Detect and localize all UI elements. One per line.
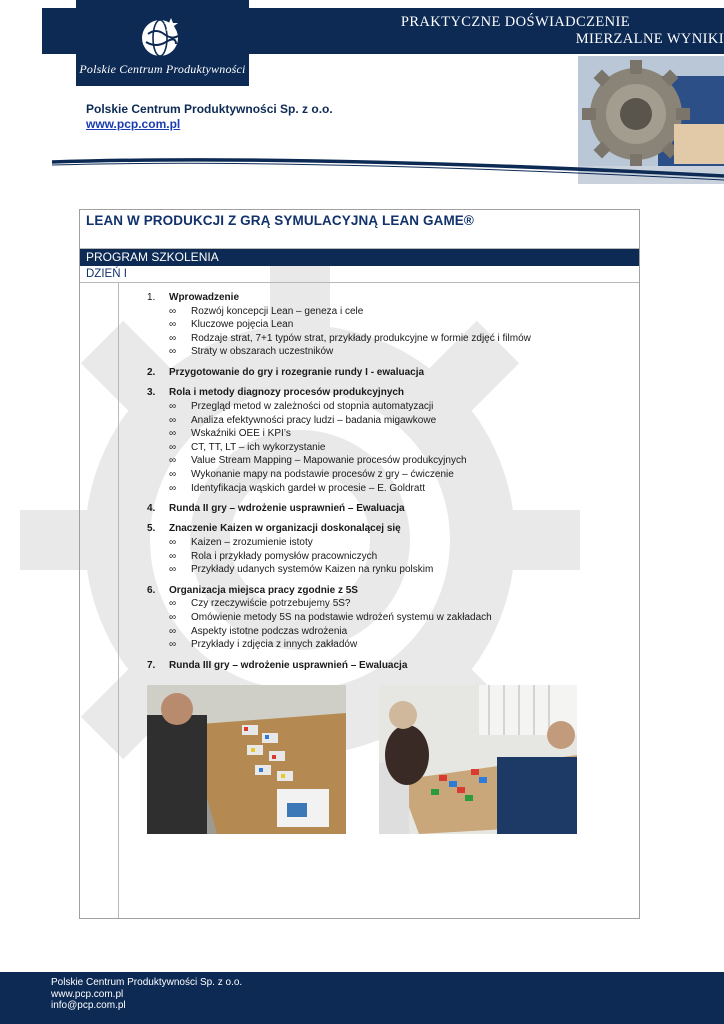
bullet-item: [169, 625, 617, 639]
infinity-bullet-icon: ∞: [169, 400, 177, 412]
footer-email-link[interactable]: info@pcp.com.pl: [51, 1000, 126, 1011]
section-title: Znaczenie Kaizen w organizacji doskonalącej się: [169, 523, 401, 535]
bullet-item: [169, 318, 617, 332]
infinity-bullet-icon: ∞: [169, 455, 177, 467]
training-photo-1-image: [147, 685, 346, 834]
section-number: 1.: [147, 292, 156, 303]
bullet-text: Wykonanie mapy na podstawie procesów z gry – ćwiczenie: [191, 468, 454, 480]
bullet-item: [169, 427, 617, 441]
document-title: LEAN W PRODUKCJI Z GRĄ SYMULACYJNĄ LEAN GAME®: [86, 213, 474, 228]
footer-company-name: Polskie Centrum Produktywności Sp. z o.o.: [51, 977, 243, 988]
tagline-line-2: MIERZALNE WYNIKI: [575, 31, 724, 47]
footer: [0, 972, 724, 1024]
section-bullet-list: [169, 305, 617, 359]
section-number: 4.: [147, 502, 156, 514]
bullet-text: Kluczowe pojęcia Lean: [191, 319, 294, 331]
footer-website-link[interactable]: www.pcp.com.pl: [51, 988, 124, 1000]
section-number: 3.: [147, 387, 156, 399]
program-section: [147, 584, 617, 652]
section-title: Rola i metody diagnozy procesów produkcyjnych: [169, 387, 405, 399]
infinity-bullet-icon: ∞: [169, 332, 177, 344]
infinity-bullet-icon: ∞: [169, 441, 177, 453]
bullet-text: Kaizen – zrozumienie istoty: [191, 537, 313, 549]
infinity-bullet-icon: ∞: [169, 611, 177, 623]
column-divider: [118, 283, 119, 918]
section-number: 7.: [147, 659, 156, 671]
infinity-bullet-icon: ∞: [169, 639, 177, 651]
infinity-bullet-icon: ∞: [169, 598, 177, 610]
infinity-bullet-icon: ∞: [169, 305, 177, 317]
bullet-text: Rola i przykłady pomysłów pracowniczych: [191, 550, 378, 562]
program-section: [147, 502, 617, 516]
bullet-text: Straty w obszarach uczestników: [191, 346, 334, 358]
bullet-text: Wskaźniki OEE i KPI’s: [191, 428, 291, 440]
program-section: [147, 386, 617, 495]
program-section: [147, 659, 617, 673]
bullet-text: Rodzaje strat, 7+1 typów strat, przykłady produkcyjne w formie zdjęć i filmów: [191, 332, 531, 344]
bullet-item: [169, 550, 617, 564]
tagline-line-1: PRAKTYCZNE DOŚWIADCZENIE: [400, 14, 630, 30]
section-number: 2.: [147, 366, 156, 378]
section-bullet-list: [169, 536, 617, 577]
infinity-bullet-icon: ∞: [169, 550, 177, 562]
bullet-text: Przykłady i zdjęcia z innych zakładów: [191, 639, 358, 651]
infinity-bullet-icon: ∞: [169, 468, 177, 480]
bullet-item: [169, 441, 617, 455]
bullet-item: [169, 611, 617, 625]
bullet-item: [169, 332, 617, 346]
section-number: 6.: [147, 584, 156, 596]
bullet-text: Przykłady udanych systemów Kaizen na rynku polskim: [191, 564, 434, 576]
logo-text: Polskie Centrum Produktywności: [79, 62, 246, 76]
section-number: 5.: [147, 523, 156, 535]
training-photo-1: [147, 685, 346, 834]
infinity-bullet-icon: ∞: [169, 482, 177, 494]
bullet-text: Omówienie metody 5S na podstawie wdrożeń systemu w zakładach: [191, 611, 492, 623]
section-title: Wprowadzenie: [169, 292, 240, 303]
bullet-text: CT, TT, LT – ich wykorzystanie: [191, 441, 326, 453]
bullet-item: [169, 454, 617, 468]
header-tagline: [400, 14, 724, 48]
section-title: Runda III gry – wdrożenie usprawnień – Ewaluacja: [169, 659, 408, 671]
company-url-link[interactable]: www.pcp.com.pl: [86, 117, 181, 131]
bullet-item: [169, 400, 617, 414]
footer-contact: [51, 977, 242, 1012]
bullet-text: Analiza efektywności pracy ludzi – badania migawkowe: [191, 414, 437, 426]
section-title: Runda II gry – wdrożenie usprawnień – Ewaluacja: [169, 502, 405, 514]
bullet-item: [169, 345, 617, 359]
bullet-item: [169, 414, 617, 428]
bullet-item: [169, 597, 617, 611]
bullet-text: Aspekty istotne podczas wdrożenia: [191, 625, 348, 637]
program-section: [147, 291, 617, 359]
bullet-text: Rozwój koncepcji Lean – geneza i cele: [191, 305, 364, 317]
section-bullet-list: [169, 597, 617, 651]
training-photo-2-image: [379, 685, 577, 834]
bullet-text: Czy rzeczywiście potrzebujemy 5S?: [191, 598, 351, 610]
program-heading: PROGRAM SZKOLENIA: [80, 249, 639, 266]
section-bullet-list: [169, 400, 617, 495]
bullet-item: [169, 536, 617, 550]
bullet-item: [169, 305, 617, 319]
bullet-text: Value Stream Mapping – Mapowanie procesów produkcyjnych: [191, 455, 467, 467]
day-label: DZIEŃ I: [80, 266, 639, 283]
infinity-bullet-icon: ∞: [169, 428, 177, 440]
section-title: Przygotowanie do gry i rozegranie rundy I - ewaluacja: [169, 366, 425, 378]
company-name: Polskie Centrum Produktywności Sp. z o.o.: [86, 102, 333, 116]
infinity-bullet-icon: ∞: [169, 319, 177, 331]
program-section: [147, 522, 617, 576]
infinity-bullet-icon: ∞: [169, 414, 177, 426]
bullet-item: [169, 468, 617, 482]
company-logo: [76, 0, 249, 86]
infinity-bullet-icon: ∞: [169, 537, 177, 549]
infinity-bullet-icon: ∞: [169, 346, 177, 358]
bullet-item: [169, 638, 617, 652]
header-divider-curve: [0, 150, 724, 190]
bullet-item: [169, 482, 617, 496]
company-info: [86, 102, 333, 132]
infinity-bullet-icon: ∞: [169, 564, 177, 576]
program-section: [147, 366, 617, 380]
training-photo-2: [379, 685, 577, 834]
bullet-text: Przegląd metod w zależności od stopnia automatyzacji: [191, 400, 434, 412]
globe-logo-icon: [138, 14, 186, 60]
section-title: Organizacja miejsca pracy zgodnie z 5S: [169, 584, 358, 596]
program-list: [147, 291, 617, 679]
bullet-item: [169, 563, 617, 577]
bullet-text: Identyfikacja wąskich gardeł w procesie – E. Goldratt: [191, 482, 425, 494]
infinity-bullet-icon: ∞: [169, 625, 177, 637]
